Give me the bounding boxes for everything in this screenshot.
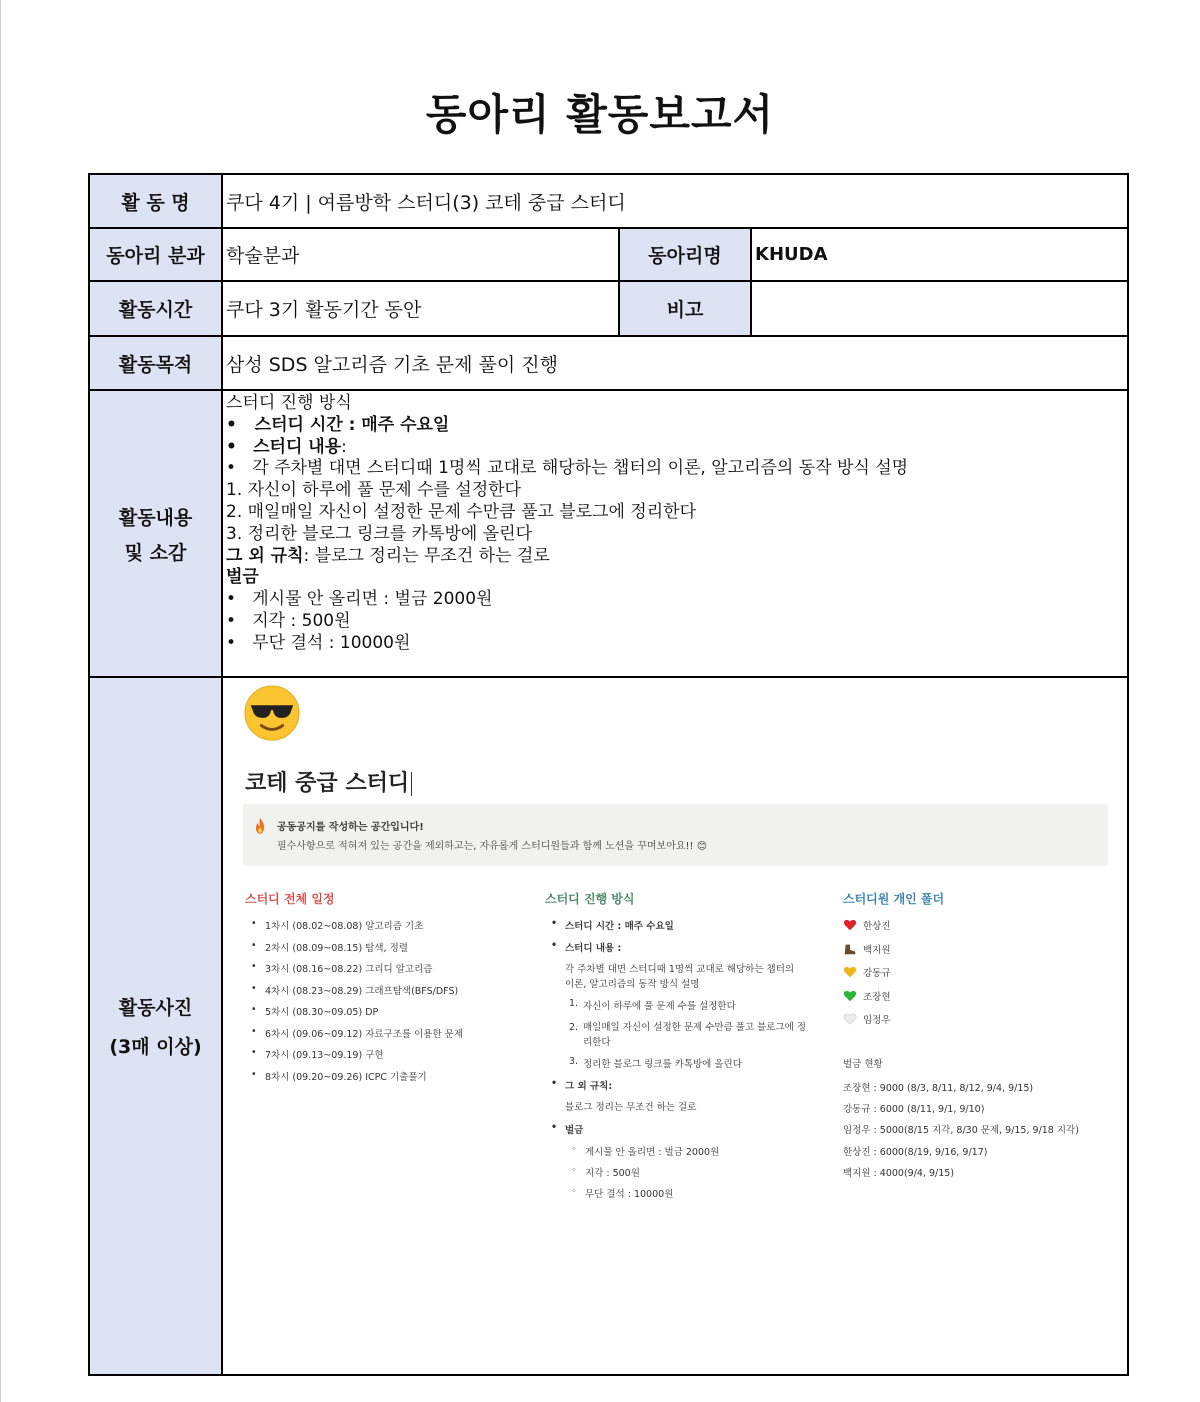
bullet-glyph: • <box>226 458 237 479</box>
row-purpose <box>89 336 1128 390</box>
report-table <box>88 173 1129 1376</box>
bullet-glyph: • <box>226 632 237 653</box>
member-name: 임정우 <box>863 1015 891 1026</box>
content-line <box>226 458 1127 480</box>
club-division-label: 동아리 분과 <box>89 228 222 281</box>
content-bold-text: 스터디 시간 : 매주 수요일 <box>254 414 450 435</box>
step-text: 매일매일 자신이 설정한 문제 수만큼 풀고 블로그에 정리한다 <box>583 1022 807 1048</box>
content-bold-text: 그 외 규칙 <box>226 545 304 566</box>
photos-label-line2: (3매 이상) <box>109 1036 202 1058</box>
content-bold-text: 스터디 내용 <box>253 436 342 457</box>
club-name-label: 동아리명 <box>619 228 751 281</box>
row-club <box>89 228 1128 281</box>
bullet-glyph: • <box>226 589 237 610</box>
members-column <box>843 890 1113 1186</box>
content-text: 게시물 안 올리면 : 벌금 2000원 <box>252 589 493 610</box>
schedule-heading: 스터디 전체 일정 <box>245 892 335 906</box>
row-activity-name <box>89 174 1128 228</box>
photos-label-line1: 활동사진 <box>118 997 193 1019</box>
activity-name-label: 활 동 명 <box>89 174 222 228</box>
activity-time-label: 활동시간 <box>89 281 222 336</box>
step-number: 3. <box>569 1056 579 1067</box>
purpose-value: 삼성 SDS 알고리즘 기초 문제 풀이 진행 <box>222 336 1128 390</box>
step-text: 자신이 하루에 풀 문제 수를 설정한다 <box>583 1001 736 1012</box>
fine-status-item: 백지원 : 4000(9/4, 9/15) <box>843 1168 955 1180</box>
member-folder-link[interactable] <box>843 965 1113 989</box>
step-number: 1. <box>569 998 579 1009</box>
schedule-column <box>245 890 525 1090</box>
step-number: 2. <box>569 1022 579 1033</box>
callout-line2: 필수사항으로 적혀져 있는 공간을 제외하고는, 자유롭게 스터디원들과 함께 노션을 꾸며보아요!! 😊 <box>277 841 708 852</box>
notion-page-title-text: 코테 중급 스터디 <box>245 771 410 796</box>
green-heart-icon <box>843 989 857 1003</box>
content-text: 각 주차별 대면 스터디때 1명씩 교대로 해당하는 챕터의 이론, 알고리즘의 동작 방식 설명 <box>252 458 909 479</box>
row-content <box>89 390 1128 677</box>
content-value <box>222 390 1128 677</box>
row-photos <box>89 677 1128 1375</box>
schedule-item: • 3차시 (08.16~08.22) 그리디 알고리즘 <box>245 961 525 983</box>
step-text: 정리한 블로그 링크를 카톡방에 올린다 <box>583 1059 742 1070</box>
fine-status-item: 한상진 : 6000(8/19, 9/16, 9/17) <box>843 1146 988 1158</box>
bullet-glyph: • <box>226 436 237 457</box>
members-heading: 스터디원 개인 폴더 <box>843 892 945 906</box>
content-label <box>89 390 222 677</box>
schedule-item: • 1차시 (08.02~08.08) 알고리즘 기초 <box>245 918 525 940</box>
bullet-glyph: • <box>226 610 237 631</box>
member-name: 한상진 <box>863 921 891 932</box>
content-line: 벌금 <box>226 567 259 588</box>
member-folder-link[interactable] <box>843 989 1113 1013</box>
content-text: : <box>341 436 347 457</box>
method-rules-label: • 그 외 규칙: <box>545 1078 815 1100</box>
method-step <box>545 998 815 1020</box>
notice-callout <box>243 804 1108 866</box>
content-text: 무단 결석 : 10000원 <box>252 632 411 653</box>
document-title: 동아리 활동보고서 <box>425 90 775 139</box>
purpose-label: 활동목적 <box>89 336 222 390</box>
method-content-label: • 스터디 내용 : <box>545 940 815 962</box>
text-cursor <box>411 772 412 796</box>
content-line: 1. 자신이 하루에 풀 문제 수를 설정한다 <box>226 480 521 501</box>
member-name: 조장현 <box>863 991 891 1003</box>
method-rules-desc: 블로그 정리는 무조건 하는 걸로 <box>565 1102 697 1113</box>
method-fine-item: ◦ 지각 : 500원 <box>545 1165 815 1186</box>
member-name: 백지원 <box>863 944 891 956</box>
method-time: • 스터디 시간 : 매주 수요일 <box>545 918 815 940</box>
remarks-value <box>751 281 1128 336</box>
club-division-value: 학술분과 <box>222 228 619 281</box>
schedule-item: • 7차시 (09.13~09.19) 구현 <box>245 1047 525 1069</box>
content-label-line2: 및 소감 <box>124 541 187 564</box>
fine-status-label: 벌금 현황 <box>843 1058 883 1070</box>
activity-time-value: 쿠다 3기 활동기간 동안 <box>222 281 619 336</box>
schedule-item: • 5차시 (08.30~09.05) DP <box>245 1004 525 1026</box>
schedule-item: • 8차시 (09.20~09.26) ICPC 기출풀기 <box>245 1069 525 1091</box>
club-name-value: KHUDA <box>751 228 1128 281</box>
content-text <box>223 391 1127 659</box>
schedule-item: • 2차시 (08.09~08.15) 탐색, 정렬 <box>245 940 525 962</box>
method-fine-label: • 벌금 <box>545 1122 815 1144</box>
bullet-glyph: • <box>226 414 237 435</box>
method-content-desc: 각 주차별 대면 스터디때 1명씩 교대로 해당하는 챕터의 이론, 알고리즘의 동작 방식 설명 <box>565 964 795 990</box>
content-line: 2. 매일매일 자신이 설정한 문제 수만큼 풀고 블로그에 정리한다 <box>226 501 696 522</box>
method-column <box>545 890 815 1207</box>
callout-line1: 공동공지를 작성하는 공간입니다! <box>277 822 424 833</box>
fire-icon <box>253 818 267 834</box>
content-text: : 블로그 정리는 무조건 하는 걸로 <box>303 545 550 566</box>
remarks-label: 비고 <box>619 281 751 336</box>
member-name: 강동규 <box>863 968 891 979</box>
content-line: 스터디 진행 방식 <box>226 393 352 413</box>
schedule-item: • 6차시 (09.06~09.12) 자료구조를 이용한 문제 <box>245 1026 525 1048</box>
content-line <box>226 546 1127 568</box>
content-line <box>226 437 1127 459</box>
content-text: 지각 : 500원 <box>252 610 351 631</box>
content-line <box>226 589 1127 611</box>
member-folder-link[interactable] <box>843 1012 1113 1036</box>
red-heart-icon <box>843 918 857 932</box>
row-time <box>89 281 1128 336</box>
content-line <box>226 415 1127 437</box>
member-folder-link[interactable] <box>843 918 1113 942</box>
method-fine-item: ◦ 무단 결석 : 10000원 <box>545 1186 815 1207</box>
content-line <box>226 633 1127 655</box>
content-line: 3. 정리한 블로그 링크를 카톡방에 올린다 <box>226 523 532 544</box>
notion-page-title <box>245 766 412 797</box>
member-folder-link[interactable] <box>843 942 1113 966</box>
photos-label <box>89 677 222 1375</box>
method-step <box>545 1056 815 1078</box>
activity-photo <box>222 677 1128 1375</box>
method-fine-item: ◦ 게시물 안 올리면 : 벌금 2000원 <box>545 1144 815 1165</box>
fine-status-item: 조장현 : 9000 (8/3, 8/11, 8/12, 9/4, 9/15) <box>843 1082 1034 1094</box>
schedule-item: • 4차시 (08.23~08.29) 그래프탐색(BFS/DFS) <box>245 983 525 1005</box>
sunglasses-face-icon <box>243 684 301 742</box>
method-heading: 스터디 진행 방식 <box>545 892 635 906</box>
content-line <box>226 611 1127 633</box>
white-heart-icon <box>843 1012 857 1026</box>
fine-status-item: 임정우 : 5000(8/15 지각, 8/30 문제, 9/15, 9/18 지각) <box>843 1125 1079 1137</box>
page-left-edge <box>0 0 1 1402</box>
content-label-line1: 활동내용 <box>118 506 193 529</box>
fine-status-item: 강동규 : 6000 (8/11, 9/1, 9/10) <box>843 1103 985 1115</box>
boot-icon <box>843 942 857 956</box>
method-step <box>545 1020 813 1056</box>
activity-name-value: 쿠다 4기 | 여름방학 스터디(3) 코테 중급 스터디 <box>222 174 1128 228</box>
yellow-heart-icon <box>843 965 857 979</box>
